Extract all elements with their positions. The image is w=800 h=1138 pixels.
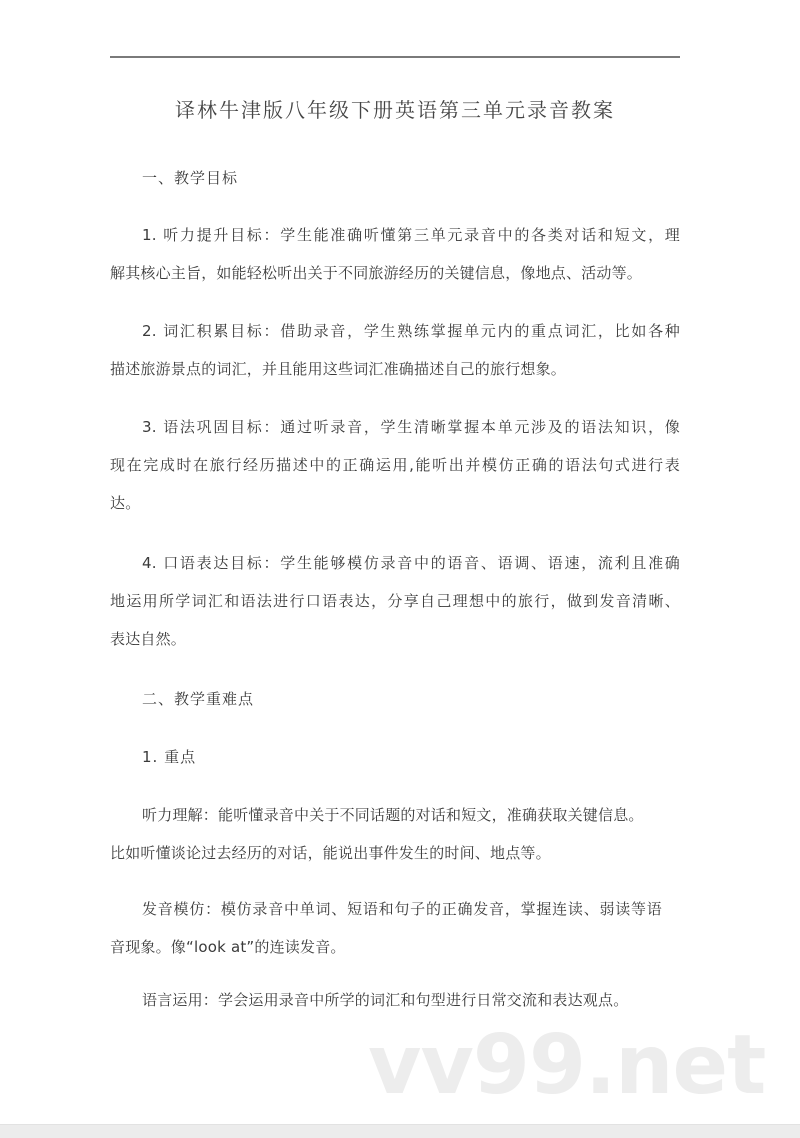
paragraph-line: 现在完成时在旅行经历描述中的正确运用,能听出并模仿正确的语法句式进行表 — [110, 456, 680, 474]
paragraph-line: 4. 口语表达目标：学生能够模仿录音中的语音、语调、语速，流利且准确 — [142, 554, 680, 572]
paragraph-line: 解其核心主旨，如能轻松听出关于不同旅游经历的关键信息，像地点、活动等。 — [110, 264, 643, 282]
paragraph-line: 语言运用：学会运用录音中所学的词汇和句型进行日常交流和表达观点。 — [142, 991, 629, 1009]
section-heading-key-points: 二、教学重难点 — [142, 690, 255, 708]
paragraph-line: 听力理解：能听懂录音中关于不同话题的对话和短文，准确获取关键信息。 — [142, 806, 644, 824]
paragraph-line: 达。 — [110, 494, 141, 512]
paragraph-line: 表达自然。 — [110, 630, 187, 648]
paragraph-line: 音现象。像“look at”的连读发音。 — [110, 938, 346, 956]
paragraph-line: 比如听懂谈论过去经历的对话，能说出事件发生的时间、地点等。 — [110, 844, 551, 862]
paragraph-line: 2. 词汇积累目标：借助录音，学生熟练掌握单元内的重点词汇，比如各种 — [142, 322, 680, 340]
paragraph-line: 描述旅游景点的词汇，并且能用这些词汇准确描述自己的旅行想象。 — [110, 360, 567, 378]
header-rule — [110, 56, 680, 58]
paragraph-line: 发音模仿：模仿录音中单词、短语和句子的正确发音，掌握连读、弱读等语 — [142, 900, 662, 918]
watermark: vv99.net — [368, 1018, 766, 1113]
section-heading-objectives: 一、教学目标 — [142, 169, 239, 187]
paragraph-line: 1. 听力提升目标：学生能准确听懂第三单元录音中的各类对话和短文，理 — [142, 226, 680, 244]
subheading-key: 1. 重点 — [142, 748, 197, 766]
paragraph-line: 3. 语法巩固目标：通过听录音，学生清晰掌握本单元涉及的语法知识，像 — [142, 418, 680, 436]
document-title: 译林牛津版八年级下册英语第三单元录音教案 — [175, 98, 615, 122]
paragraph-line: 地运用所学词汇和语法进行口语表达，分享自己理想中的旅行，做到发音清晰、 — [110, 592, 680, 610]
page-bottom-edge — [0, 1124, 800, 1138]
